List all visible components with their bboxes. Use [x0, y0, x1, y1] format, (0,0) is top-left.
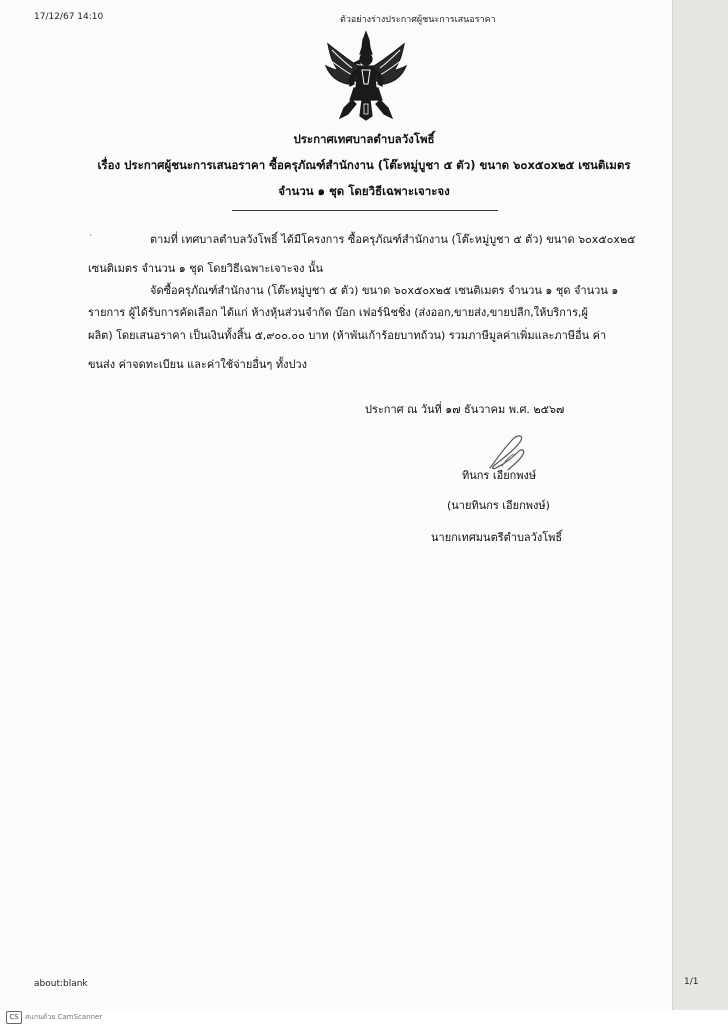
paragraph2-line4: ขนส่ง ค่าจดทะเบียน และค่าใช้จ่ายอื่นๆ ทั้งปวง	[88, 358, 307, 371]
paragraph2-line3: ผลิต) โดยเสนอราคา เป็นเงินทั้งสิ้น ๕,๙๐๐.๐๐ บาท (ห้าพันเก้าร้อยบาทถ้วน) รวมภาษีมูลค่าเพิ่มและภาษีอื่น ค่า	[88, 329, 607, 342]
garuda-emblem-icon	[318, 30, 414, 122]
signer-full-name: (นายทินกร เอียกพงษ์)	[447, 499, 550, 512]
print-date: 17/12/67 14:10	[34, 12, 104, 22]
print-footer-url: about:blank	[34, 979, 88, 989]
signer-name: ทินกร เอียกพงษ์	[462, 469, 537, 482]
announcement-subject-line2: จำนวน ๑ ชุด โดยวิธีเฉพาะเจาะจง	[278, 184, 450, 198]
paragraph1-line2: เซนติเมตร จำนวน ๑ ชุด โดยวิธีเฉพาะเจาะจง นั้น	[88, 262, 323, 275]
paragraph2-line2: รายการ ผู้ได้รับการคัดเลือก ได้แก่ ห้างหุ้นส่วนจำกัด บ๊อก เฟอร์นิชชิ่ง (ส่งออก,ขายส่ง,ขายปลีก,ให้บริการ,ผู้	[88, 306, 588, 319]
print-header-title: ตัวอย่างร่างประกาศผู้ชนะการเสนอราคา	[340, 15, 496, 25]
signer-position: นายกเทศมนตรีตำบลวังโพธิ์	[431, 531, 563, 544]
paragraph2-line1: จัดซื้อครุภัณฑ์สำนักงาน (โต๊ะหมู่บูชา ๕ ตัว) ขนาด ๖๐x๕๐x๒๕ เซนติเมตร จำนวน ๑ ชุด จำนวน ๑	[150, 284, 619, 297]
page-number: 1/1	[684, 977, 699, 987]
announcement-title: ประกาศเทศบาลตำบลวังโพธิ์	[293, 132, 435, 146]
announcement-subject: เรื่อง ประกาศผู้ชนะการเสนอราคา ซื้อครุภัณฑ์สำนักงาน (โต๊ะหมู่บูชา ๕ ตัว) ขนาด ๖๐x๕๐x๒๕ เซนติเมตร	[97, 158, 631, 172]
announcement-date: ประกาศ ณ วันที่ ๑๗ ธันวาคม พ.ศ. ๒๕๖๗	[365, 403, 565, 416]
scan-mark: ·	[89, 231, 92, 241]
camscanner-logo-icon: CS	[6, 1011, 22, 1024]
paragraph1-line1: ตามที่ เทศบาลตำบลวังโพธิ์ ได้มีโครงการ ซื้อครุภัณฑ์สำนักงาน (โต๊ะหมู่บูชา ๕ ตัว) ขนาด ๖๐x๕๐x๒๕	[150, 233, 636, 246]
scanner-watermark-bar	[0, 1010, 728, 1024]
title-divider	[232, 210, 498, 211]
scanner-caption: สแกนด้วย CamScanner	[25, 1013, 103, 1021]
